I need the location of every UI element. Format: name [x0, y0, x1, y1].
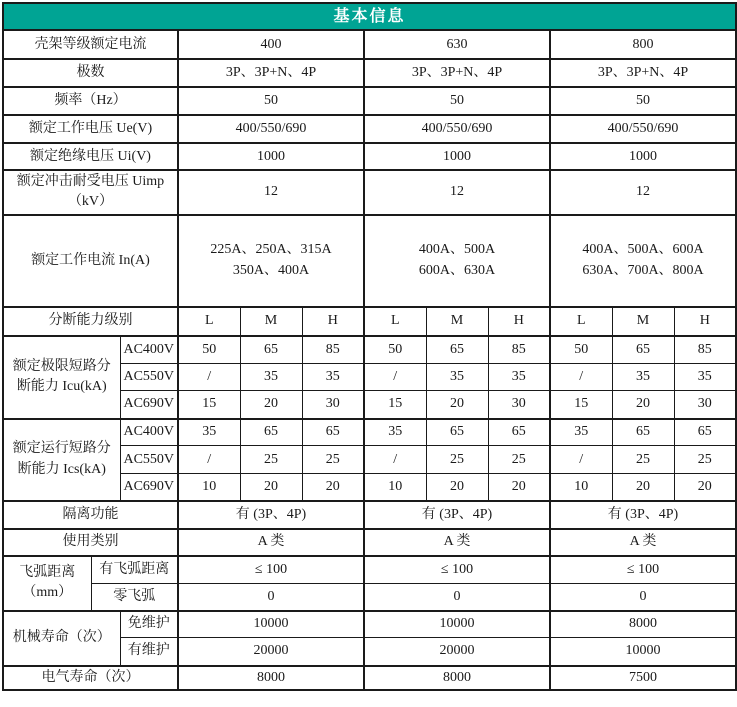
- cell-value: 400: [178, 30, 364, 59]
- row-label-line1: 飞弧距离: [19, 564, 76, 580]
- cell-value: M: [240, 307, 302, 336]
- cell-value: /: [550, 364, 612, 391]
- cell-value-line2: 350A、400A: [232, 262, 310, 278]
- row-label-line2: 断能力 Icu(kA): [16, 379, 107, 395]
- cell-value: 85: [302, 336, 364, 364]
- cell-value: 30: [488, 391, 550, 419]
- cell-value: 35: [426, 364, 488, 391]
- header-row: [3, 3, 736, 30]
- cell-value: ≤ 100: [550, 556, 736, 584]
- row-label: 频率（Hz）: [3, 87, 178, 115]
- cell-value: 1000: [550, 143, 736, 170]
- cell-value: M: [426, 307, 488, 336]
- cell-value: 85: [674, 336, 736, 364]
- cell-value: 3P、3P+N、4P: [364, 59, 550, 87]
- cell-value: 25: [240, 446, 302, 474]
- sub-label: 零飞弧: [91, 584, 178, 611]
- cell-value: 10: [178, 474, 240, 501]
- cell-value: [550, 215, 736, 307]
- cell-value: 0: [178, 584, 364, 611]
- cell-value: /: [550, 446, 612, 474]
- row-label: 壳架等级额定电流: [3, 30, 178, 59]
- cell-value: A 类: [550, 529, 736, 556]
- cell-value: 20: [674, 474, 736, 501]
- cell-value: 12: [364, 170, 550, 215]
- cell-value: 1000: [178, 143, 364, 170]
- cell-value: 800: [550, 30, 736, 59]
- row-label-line1: 额定冲击耐受电压 Uimp: [16, 174, 165, 190]
- table-row-breaking-class: [3, 307, 736, 336]
- row-label-line2: （kV）: [67, 194, 114, 210]
- table-row-ics-ac400v: [3, 419, 736, 446]
- cell-value: [178, 215, 364, 307]
- table-row-ue: [3, 115, 736, 143]
- cell-value: 8000: [178, 666, 364, 690]
- row-label: 极数: [3, 59, 178, 87]
- cell-value: 20: [240, 391, 302, 419]
- cell-value: 20: [612, 474, 674, 501]
- cell-value: /: [364, 364, 426, 391]
- cell-value: A 类: [364, 529, 550, 556]
- cell-value: 8000: [364, 666, 550, 690]
- table-row-icu-ac400v: [3, 336, 736, 364]
- cell-value: 10000: [178, 611, 364, 638]
- cell-value: 65: [612, 336, 674, 364]
- cell-value: 20: [488, 474, 550, 501]
- row-label-mech: 机械寿命（次）: [3, 611, 120, 666]
- cell-value: 20: [426, 474, 488, 501]
- cell-value: 25: [612, 446, 674, 474]
- cell-value: 20: [426, 391, 488, 419]
- cell-value: 65: [674, 419, 736, 446]
- cell-value: 400/550/690: [364, 115, 550, 143]
- row-label: 使用类别: [3, 529, 178, 556]
- cell-value: 15: [364, 391, 426, 419]
- cell-value: A 类: [178, 529, 364, 556]
- cell-value: 0: [550, 584, 736, 611]
- table-row-frame-current: [3, 30, 736, 59]
- cell-value: 10: [550, 474, 612, 501]
- sub-label: 有维护: [120, 638, 178, 666]
- cell-value: 15: [550, 391, 612, 419]
- cell-value: L: [178, 307, 240, 336]
- cell-value: 12: [178, 170, 364, 215]
- row-label-line2: 断能力 Ics(kA): [17, 461, 106, 477]
- row-label-icu: [3, 336, 120, 419]
- cell-value: 有 (3P、4P): [364, 501, 550, 529]
- cell-value: [364, 215, 550, 307]
- cell-value: /: [364, 446, 426, 474]
- cell-value: 85: [488, 336, 550, 364]
- cell-value: 65: [426, 419, 488, 446]
- cell-value: 65: [426, 336, 488, 364]
- cell-value: 50: [178, 336, 240, 364]
- table-row-elec-life: [3, 666, 736, 690]
- cell-value: 65: [488, 419, 550, 446]
- table-row-arc-distance: [3, 556, 736, 584]
- row-label: 额定工作电压 Ue(V): [3, 115, 178, 143]
- cell-value: 400/550/690: [178, 115, 364, 143]
- row-label: 电气寿命（次）: [3, 666, 178, 690]
- cell-value-line2: 600A、630A: [418, 262, 496, 278]
- row-label-line1: 额定运行短路分: [12, 441, 111, 457]
- cell-value: 20000: [178, 638, 364, 666]
- cell-value: ≤ 100: [364, 556, 550, 584]
- cell-value: L: [550, 307, 612, 336]
- row-label-line1: 额定极限短路分: [12, 358, 111, 374]
- cell-value: 20: [302, 474, 364, 501]
- table-row-usage-category: [3, 529, 736, 556]
- cell-value: 3P、3P+N、4P: [178, 59, 364, 87]
- cell-value: M: [612, 307, 674, 336]
- sub-label: AC690V: [120, 391, 178, 419]
- cell-value: 65: [240, 419, 302, 446]
- row-label-ics: [3, 419, 120, 501]
- cell-value-line1: 400A、500A、600A: [582, 242, 704, 258]
- cell-value: 0: [364, 584, 550, 611]
- cell-value: 35: [488, 364, 550, 391]
- table-row-poles: [3, 59, 736, 87]
- sub-label: AC690V: [120, 474, 178, 501]
- cell-value: 10000: [550, 638, 736, 666]
- row-label: 分断能力级别: [3, 307, 178, 336]
- cell-value: /: [178, 364, 240, 391]
- cell-value: 35: [612, 364, 674, 391]
- cell-value-line1: 225A、250A、315A: [210, 242, 332, 258]
- cell-value: 50: [550, 87, 736, 115]
- table-row-uimp: [3, 170, 736, 215]
- cell-value: 35: [364, 419, 426, 446]
- table-row-zero-arc: [3, 584, 736, 611]
- cell-value: 15: [178, 391, 240, 419]
- cell-value: 65: [240, 336, 302, 364]
- cell-value: H: [674, 307, 736, 336]
- cell-value: 有 (3P、4P): [178, 501, 364, 529]
- spec-table: [2, 2, 737, 691]
- cell-value: 3P、3P+N、4P: [550, 59, 736, 87]
- cell-value: H: [488, 307, 550, 336]
- cell-value: 25: [426, 446, 488, 474]
- row-label-arc: [3, 556, 91, 611]
- cell-value-line2: 630A、700A、800A: [582, 262, 704, 278]
- cell-value: 12: [550, 170, 736, 215]
- row-label: 额定绝缘电压 Ui(V): [3, 143, 178, 170]
- cell-value: 35: [178, 419, 240, 446]
- cell-value: 25: [674, 446, 736, 474]
- cell-value: 630: [364, 30, 550, 59]
- cell-value: 65: [612, 419, 674, 446]
- cell-value: 25: [302, 446, 364, 474]
- row-label: 额定工作电流 In(A): [3, 215, 178, 307]
- cell-value: 50: [364, 336, 426, 364]
- sub-label: AC550V: [120, 364, 178, 391]
- sub-label: AC550V: [120, 446, 178, 474]
- sub-label: AC400V: [120, 336, 178, 364]
- table-row-in-current: [3, 215, 736, 307]
- cell-value: 50: [364, 87, 550, 115]
- table-row-ui: [3, 143, 736, 170]
- cell-value: 400/550/690: [550, 115, 736, 143]
- cell-value: 8000: [550, 611, 736, 638]
- cell-value: ≤ 100: [178, 556, 364, 584]
- cell-value: 30: [674, 391, 736, 419]
- cell-value: 10000: [364, 611, 550, 638]
- cell-value: 20: [612, 391, 674, 419]
- cell-value: H: [302, 307, 364, 336]
- sub-label: AC400V: [120, 419, 178, 446]
- cell-value: 10: [364, 474, 426, 501]
- cell-value: 1000: [364, 143, 550, 170]
- cell-value: 50: [550, 336, 612, 364]
- table-row-isolation: [3, 501, 736, 529]
- cell-value: 65: [302, 419, 364, 446]
- row-label-line2: （mm）: [22, 585, 73, 601]
- cell-value: 7500: [550, 666, 736, 690]
- cell-value: 35: [674, 364, 736, 391]
- cell-value-line1: 400A、500A: [418, 242, 496, 258]
- cell-value: 20: [240, 474, 302, 501]
- row-label: 隔离功能: [3, 501, 178, 529]
- sub-label: 有飞弧距离: [91, 556, 178, 584]
- table-header: 基本信息: [3, 3, 736, 30]
- cell-value: 30: [302, 391, 364, 419]
- cell-value: 有 (3P、4P): [550, 501, 736, 529]
- table-row-frequency: [3, 87, 736, 115]
- table-row-mech-life-free: [3, 611, 736, 638]
- cell-value: 50: [178, 87, 364, 115]
- cell-value: /: [178, 446, 240, 474]
- cell-value: 35: [240, 364, 302, 391]
- cell-value: 35: [550, 419, 612, 446]
- cell-value: L: [364, 307, 426, 336]
- cell-value: 20000: [364, 638, 550, 666]
- row-label: [3, 170, 178, 215]
- cell-value: 25: [488, 446, 550, 474]
- sub-label: 免维护: [120, 611, 178, 638]
- cell-value: 35: [302, 364, 364, 391]
